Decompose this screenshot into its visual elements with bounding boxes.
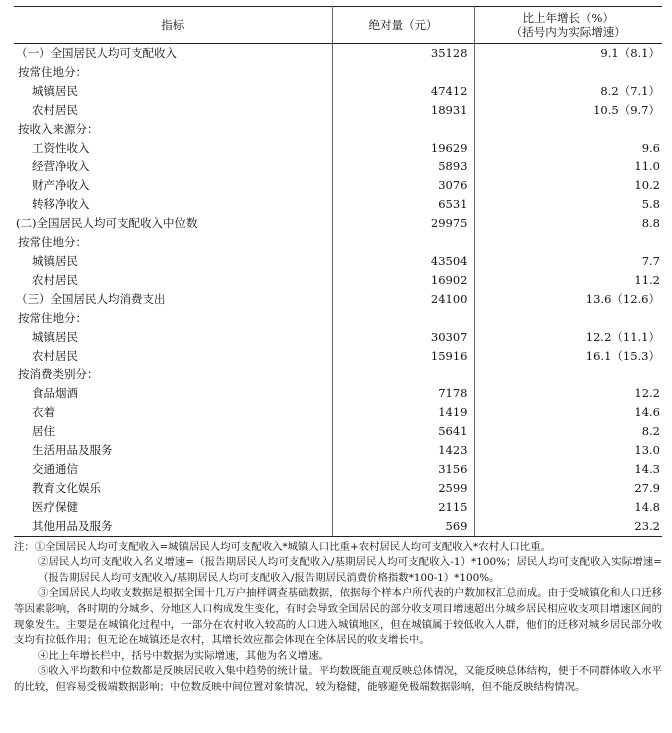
- row-label: 按常住地分：: [14, 233, 332, 252]
- row-growth-value: [474, 120, 662, 139]
- table-header-row: [14, 7, 662, 44]
- note-item: [14, 664, 662, 695]
- note-text: ①全国居民人均可支配收入=城镇居民人均可支配收入*城镇人口比重+农村居民人均可支配收入*农村人口比重。: [34, 540, 551, 553]
- table-row: [14, 441, 662, 460]
- row-absolute-value: 6531: [332, 195, 474, 214]
- row-growth-value: 8.8: [641, 216, 660, 231]
- row-label: （三）全国居民人均消费支出: [14, 290, 332, 309]
- header-indicator: 指标: [14, 7, 332, 44]
- table-row: [14, 517, 662, 536]
- row-label: 其他用品及服务: [14, 517, 332, 536]
- row-growth-value: 23.2: [474, 517, 662, 536]
- income-expenditure-table: [14, 6, 662, 537]
- row-label: 经营净收入: [14, 157, 332, 176]
- row-growth-value: 12.2（11.1）: [585, 329, 660, 344]
- row-label: 衣着: [14, 403, 332, 422]
- row-absolute-value: 30307: [332, 328, 474, 347]
- table-row: [14, 347, 662, 366]
- row-label: 食品烟酒: [14, 384, 332, 403]
- row-growth-value: 11.0: [634, 159, 660, 174]
- row-absolute-value: 35128: [332, 44, 474, 63]
- table-row: [14, 82, 662, 101]
- row-label: 城镇居民: [14, 82, 332, 101]
- row-absolute-value: 1423: [332, 441, 474, 460]
- row-label: 教育文化娱乐: [14, 479, 332, 498]
- note-item: [14, 586, 662, 648]
- table-body: [14, 44, 662, 537]
- row-absolute-value: 15916: [332, 347, 474, 366]
- row-label: 居住: [14, 422, 332, 441]
- note-text: ③全国居民人均收支数据是根据全国十几万户抽样调查基础数据，依据每个样本户所代表的户数加权汇总而成。由于受城镇化和人口迁移等因素影响，各时期的分城乡、分地区人口构成发生变化，有时会导致全国居民的部分收支项目增速超出分城乡居民相应收支项目增速区间的现象发生。主要是在城镇化过程中，一部分在农村收入较高的人口进入城镇地区，但在城镇属于较低收入人群，他们的迁移对城乡居民部分收支均有拉低作用；但无论在城镇还是农村，其增长效应都会体现在全体居民的收支增长中。: [14, 587, 662, 647]
- table-row: [14, 139, 662, 158]
- table-row: [14, 195, 662, 214]
- notes-section: [14, 540, 662, 696]
- note-text: ②居民人均可支配收入名义增速=（报告期居民人均可支配收入/基期居民人均可支配收入-1）*100%；居民人均可支配收入实际增速=（报告期居民人均可支配收入/基期居民人均可支配收入/报告期居民消费价格指数*100-1）*100%。: [38, 556, 662, 584]
- row-growth-value: 9.1（8.1）: [600, 46, 660, 60]
- table-row: [14, 214, 662, 233]
- row-growth-value: 8.2（7.1）: [600, 83, 660, 98]
- table-row: [14, 44, 662, 63]
- row-growth-value: 5.8: [641, 197, 660, 212]
- row-growth-value: 12.2: [634, 386, 660, 401]
- row-absolute-value: 24100: [332, 290, 474, 309]
- row-absolute-value: 2115: [332, 498, 474, 517]
- note-text: ④比上年增长栏中，括号中数据为实际增速，其他为名义增速。: [38, 649, 329, 662]
- row-growth-value: 11.2: [634, 272, 660, 287]
- table-row: [14, 63, 662, 82]
- table-row: [14, 101, 662, 120]
- row-label: 财产净收入: [14, 176, 332, 195]
- row-label: 医疗保健: [14, 498, 332, 517]
- row-label: 工资性收入: [14, 139, 332, 158]
- notes-prefix: 注：: [14, 540, 35, 553]
- row-absolute-value: [332, 309, 474, 328]
- row-growth-value: 14.8: [634, 499, 660, 514]
- row-label: 按常住地分：: [14, 63, 332, 82]
- row-absolute-value: 5893: [332, 157, 474, 176]
- row-absolute-value: 18931: [332, 101, 474, 120]
- note-text: ⑤收入平均数和中位数都是反映居民收入集中趋势的统计量。平均数既能直观反映总体情况，又能反映总体结构，便于不同群体收入水平的比较，但容易受极端数据影响；中位数反映中间位置对象情况，较为稳健，能够避免极端数据影响，但不能反映结构情况。: [14, 665, 662, 693]
- row-growth-value: 27.9: [634, 480, 660, 495]
- row-growth-value: 16.1（15.3）: [585, 348, 660, 363]
- row-absolute-value: 47412: [332, 82, 474, 101]
- row-growth-value: 14.3: [634, 461, 660, 476]
- row-growth-value: 8.2: [641, 424, 660, 439]
- table-row: [14, 328, 662, 347]
- table-row: [14, 157, 662, 176]
- table-row: [14, 479, 662, 498]
- row-growth-value: 13.0: [634, 443, 660, 458]
- table-row: [14, 422, 662, 441]
- row-growth-value: 13.6（12.6）: [585, 291, 660, 306]
- row-label: 按常住地分：: [14, 309, 332, 328]
- table-row: [14, 290, 662, 309]
- table-row: [14, 233, 662, 252]
- row-label: 按消费类别分：: [14, 365, 332, 384]
- row-label: 交通通信: [14, 460, 332, 479]
- row-absolute-value: 43504: [332, 252, 474, 271]
- note-item: [14, 649, 662, 665]
- row-absolute-value: [332, 365, 474, 384]
- row-absolute-value: 16902: [332, 271, 474, 290]
- table-row: [14, 384, 662, 403]
- row-absolute-value: 1419: [332, 403, 474, 422]
- row-label: 农村居民: [14, 101, 332, 120]
- row-growth-value: 10.2: [634, 178, 660, 193]
- note-item: [14, 555, 662, 586]
- row-absolute-value: [332, 63, 474, 82]
- row-absolute-value: 29975: [332, 214, 474, 233]
- row-label: 城镇居民: [14, 252, 332, 271]
- table-row: [14, 271, 662, 290]
- row-absolute-value: 7178: [332, 384, 474, 403]
- table-row: [14, 365, 662, 384]
- row-absolute-value: 2599: [332, 479, 474, 498]
- row-absolute-value: [332, 120, 474, 139]
- table-row: [14, 120, 662, 139]
- row-growth-value: [474, 63, 662, 82]
- row-growth-value: 10.5（9.7）: [593, 102, 660, 117]
- table-row: [14, 252, 662, 271]
- row-growth-value: [474, 309, 662, 328]
- row-absolute-value: 569: [332, 517, 474, 536]
- table-row: [14, 176, 662, 195]
- document: [14, 6, 662, 696]
- row-label: 农村居民: [14, 347, 332, 366]
- table-row: [14, 460, 662, 479]
- row-growth-value: [474, 233, 662, 252]
- row-label: （一）全国居民人均可支配收入: [14, 44, 332, 63]
- table-row: [14, 498, 662, 517]
- row-label: (二)全国居民人均可支配收入中位数: [14, 214, 332, 233]
- row-absolute-value: 3076: [332, 176, 474, 195]
- table-row: [14, 309, 662, 328]
- row-growth-value: 9.6: [641, 140, 660, 155]
- row-absolute-value: 19629: [332, 139, 474, 158]
- row-growth-value: [474, 365, 662, 384]
- header-growth-line2: （括号内为实际增速）: [510, 25, 626, 39]
- row-growth-value: 14.6: [634, 405, 660, 420]
- row-label: 生活用品及服务: [14, 441, 332, 460]
- header-growth: [474, 7, 662, 44]
- row-label: 按收入来源分：: [14, 120, 332, 139]
- row-label: 城镇居民: [14, 328, 332, 347]
- header-growth-line1: 比上年增长（%）: [522, 11, 614, 25]
- row-absolute-value: 3156: [332, 460, 474, 479]
- row-absolute-value: [332, 233, 474, 252]
- row-label: 农村居民: [14, 271, 332, 290]
- row-growth-value: 7.7: [641, 253, 660, 268]
- row-label: 转移净收入: [14, 195, 332, 214]
- note-item: [14, 540, 662, 556]
- header-absolute: 绝对量（元）: [332, 7, 474, 44]
- row-absolute-value: 5641: [332, 422, 474, 441]
- table-row: [14, 403, 662, 422]
